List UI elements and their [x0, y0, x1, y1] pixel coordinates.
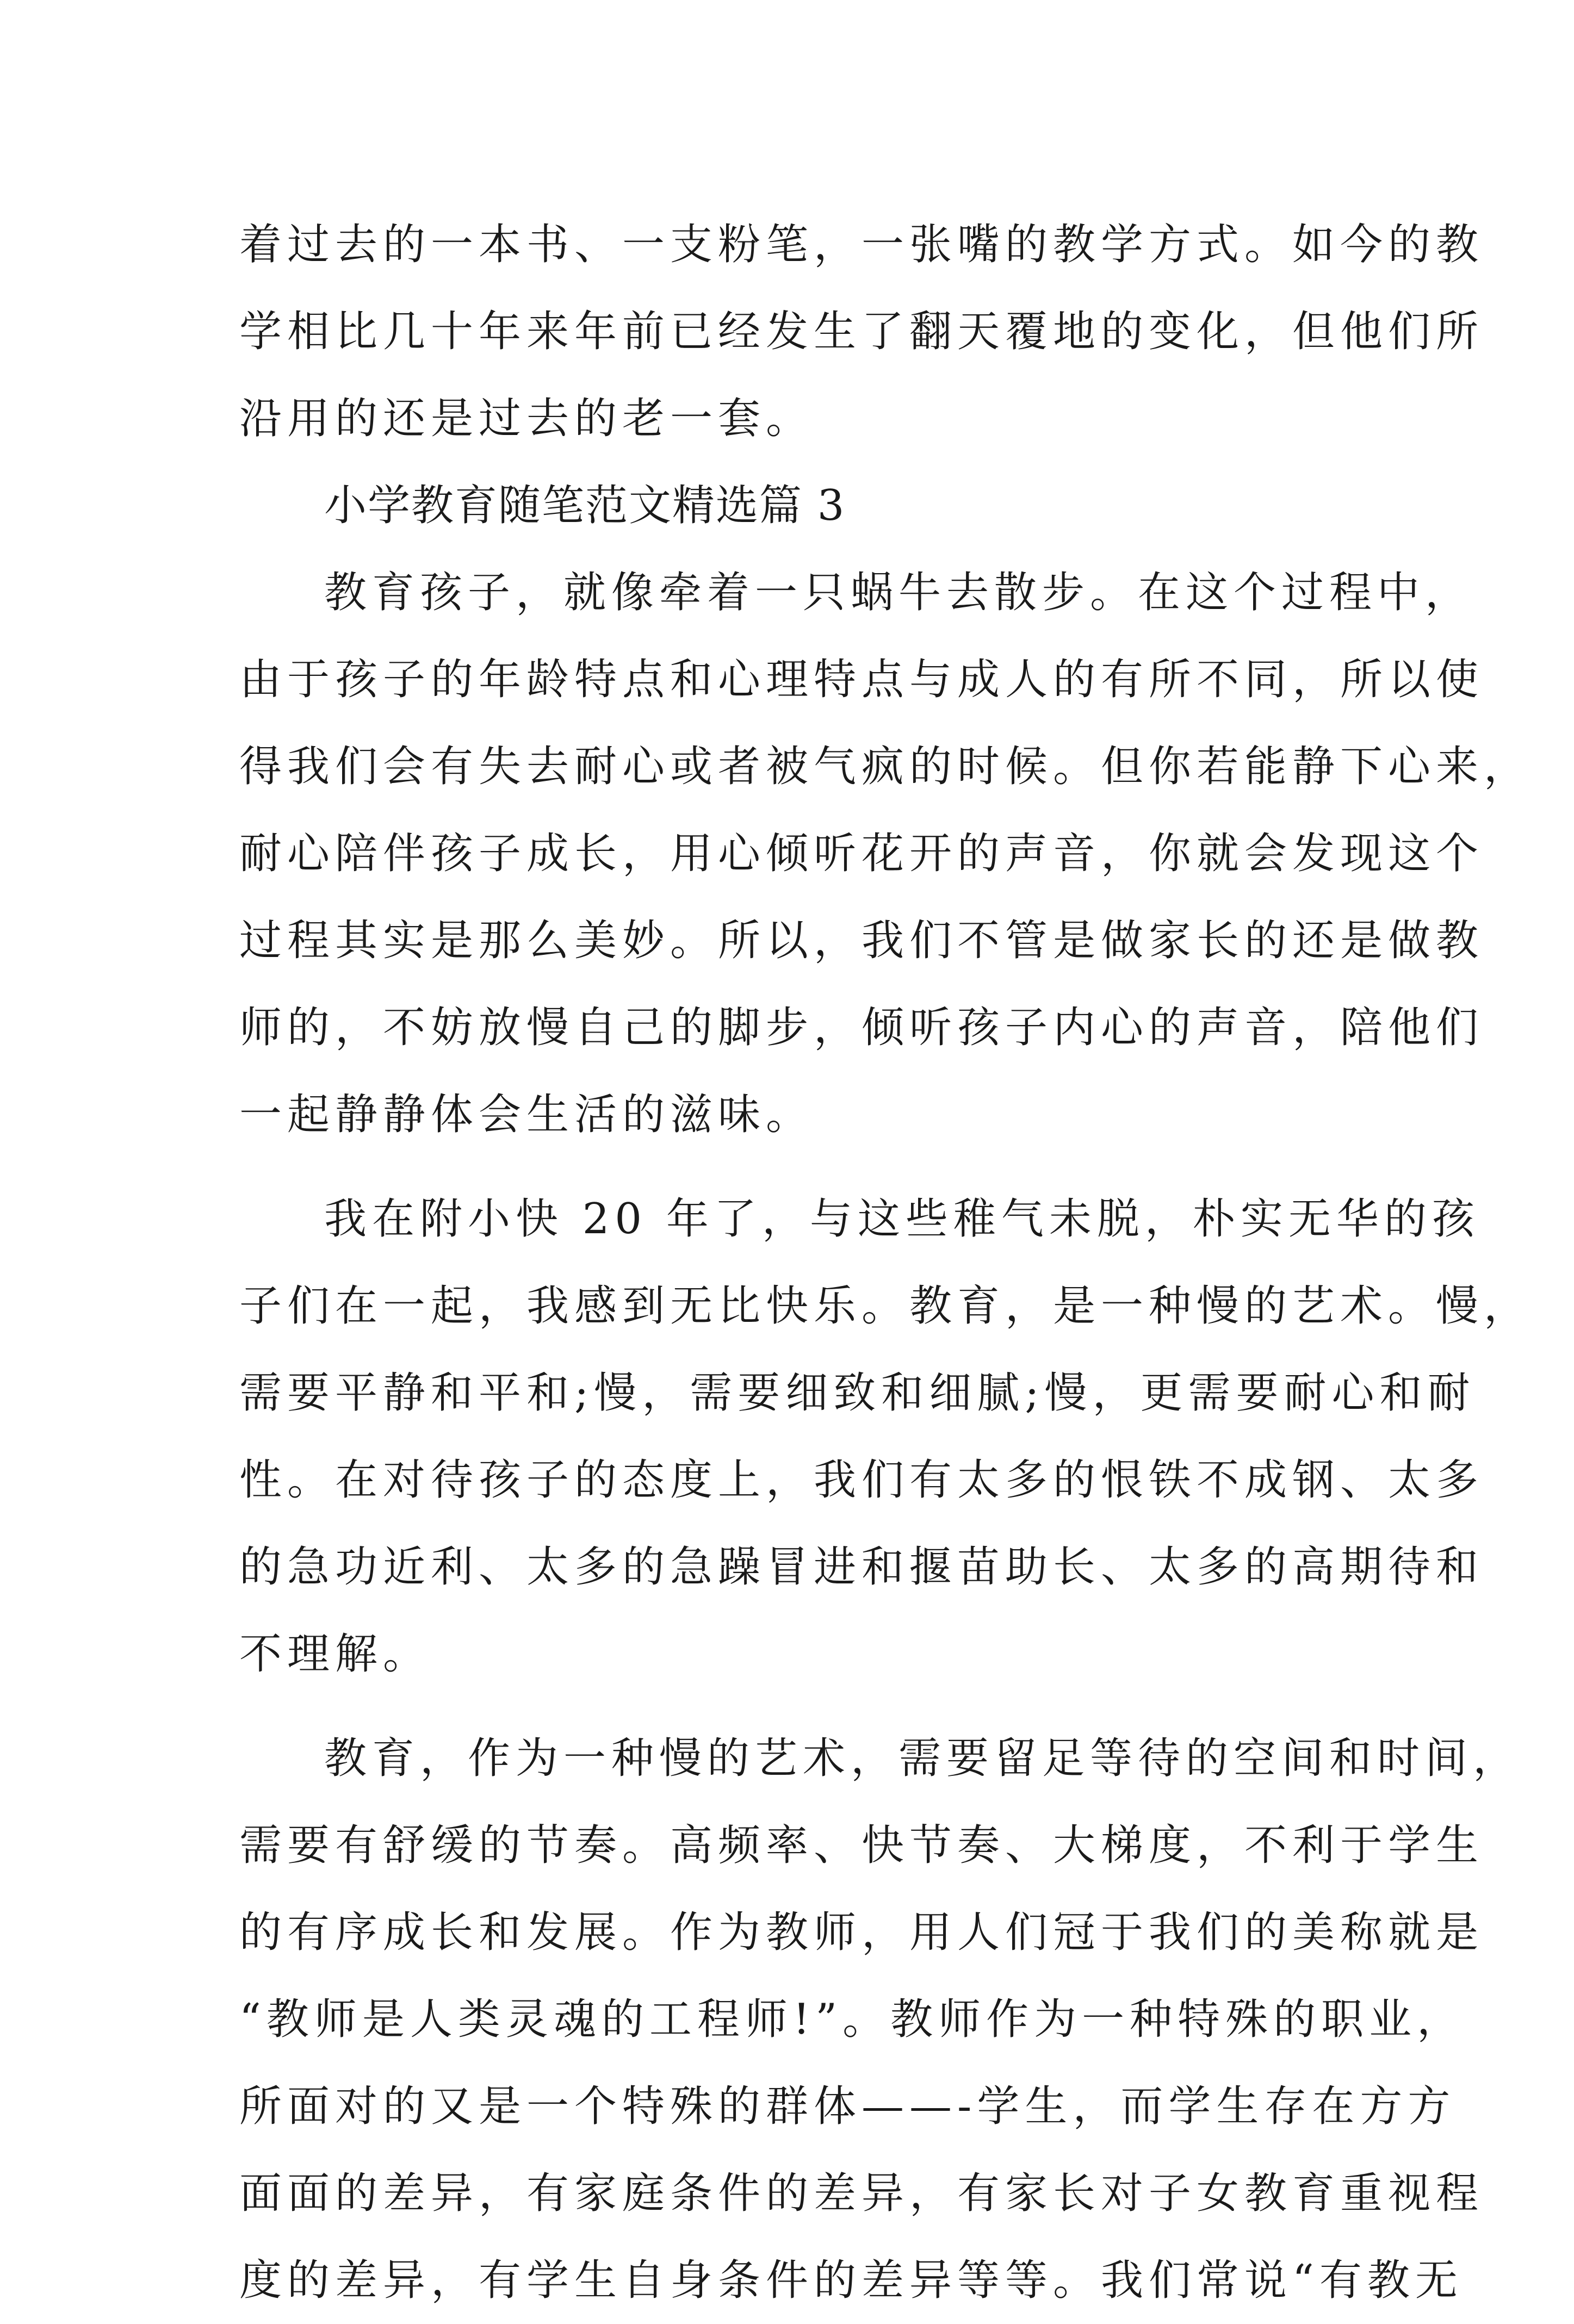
paragraph-3: [239, 1176, 1532, 1698]
paragraph-spacer: [239, 1698, 1349, 1715]
text-line: 需要有舒缓的节奏。高频率、快节奏、大梯度，不利于学生: [239, 1821, 1484, 1870]
text-line: 得我们会有失去耐心或者被气疯的时候。但你若能静下心来，: [239, 742, 1532, 791]
text-line: 教育，作为一种慢的艺术，需要留足等待的空间和时间，: [324, 1734, 1521, 1783]
paragraph-4: [239, 1715, 1521, 2324]
text-line: 沿用的还是过去的老一套。: [239, 394, 814, 443]
text-line: 需要平静和平和;慢，需要细致和细腻;慢，更需要耐心和耐: [239, 1369, 1476, 1418]
text-line: 面面的差异，有家庭条件的差异，有家长对子女教育重视程: [239, 2169, 1484, 2218]
text-line: 我在附小快 20 年了，与这些稚气未脱，朴实无华的孩: [324, 1195, 1480, 1244]
text-line: 子们在一起，我感到无比快乐。教育，是一种慢的艺术。慢，: [239, 1282, 1532, 1331]
paragraph-1: [239, 201, 1484, 462]
text-line: 一起静静体会生活的滋味。: [239, 1090, 814, 1139]
text-line: 过程其实是那么美妙。所以，我们不管是做家长的还是做教: [239, 916, 1484, 965]
section-heading: [239, 462, 1349, 549]
text-line: 性。在对待孩子的态度上，我们有太多的恨铁不成钢、太多: [239, 1456, 1484, 1505]
text-line: 的有序成长和发展。作为教师，用人们冠于我们的美称就是: [239, 1908, 1484, 1957]
paragraph-spacer: [239, 1158, 1349, 1176]
body-text: [239, 201, 1532, 2324]
text-line: 着过去的一本书、一支粉笔，一张嘴的教学方式。如今的教: [239, 220, 1484, 269]
paragraph-2: [239, 549, 1532, 1158]
text-line: 不理解。: [239, 1630, 431, 1679]
text-line: 度的差异，有学生自身条件的差异等等。我们常说“有教无: [239, 2256, 1463, 2305]
text-line: 教育孩子，就像牵着一只蜗牛去散步。在这个过程中，: [324, 568, 1473, 617]
heading-text: 小学教育随笔范文精选篇 3: [324, 481, 846, 530]
text-line: 师的，不妨放慢自己的脚步，倾听孩子内心的声音，陪他们: [239, 1003, 1484, 1052]
text-line: “教师是人类灵魂的工程师!”。教师作为一种特殊的职业，: [239, 1995, 1465, 2044]
text-line: 所面对的又是一个特殊的群体——-学生，而学生存在方方: [239, 2082, 1456, 2131]
text-line: 学相比几十年来年前已经发生了翻天覆地的变化，但他们所: [239, 307, 1484, 356]
text-line: 由于孩子的年龄特点和心理特点与成人的有所不同，所以使: [239, 655, 1484, 704]
text-line: 耐心陪伴孩子成长，用心倾听花开的声音，你就会发现这个: [239, 829, 1484, 878]
text-line: 的急功近利、太多的急躁冒进和揠苗助长、太多的高期待和: [239, 1543, 1484, 1592]
